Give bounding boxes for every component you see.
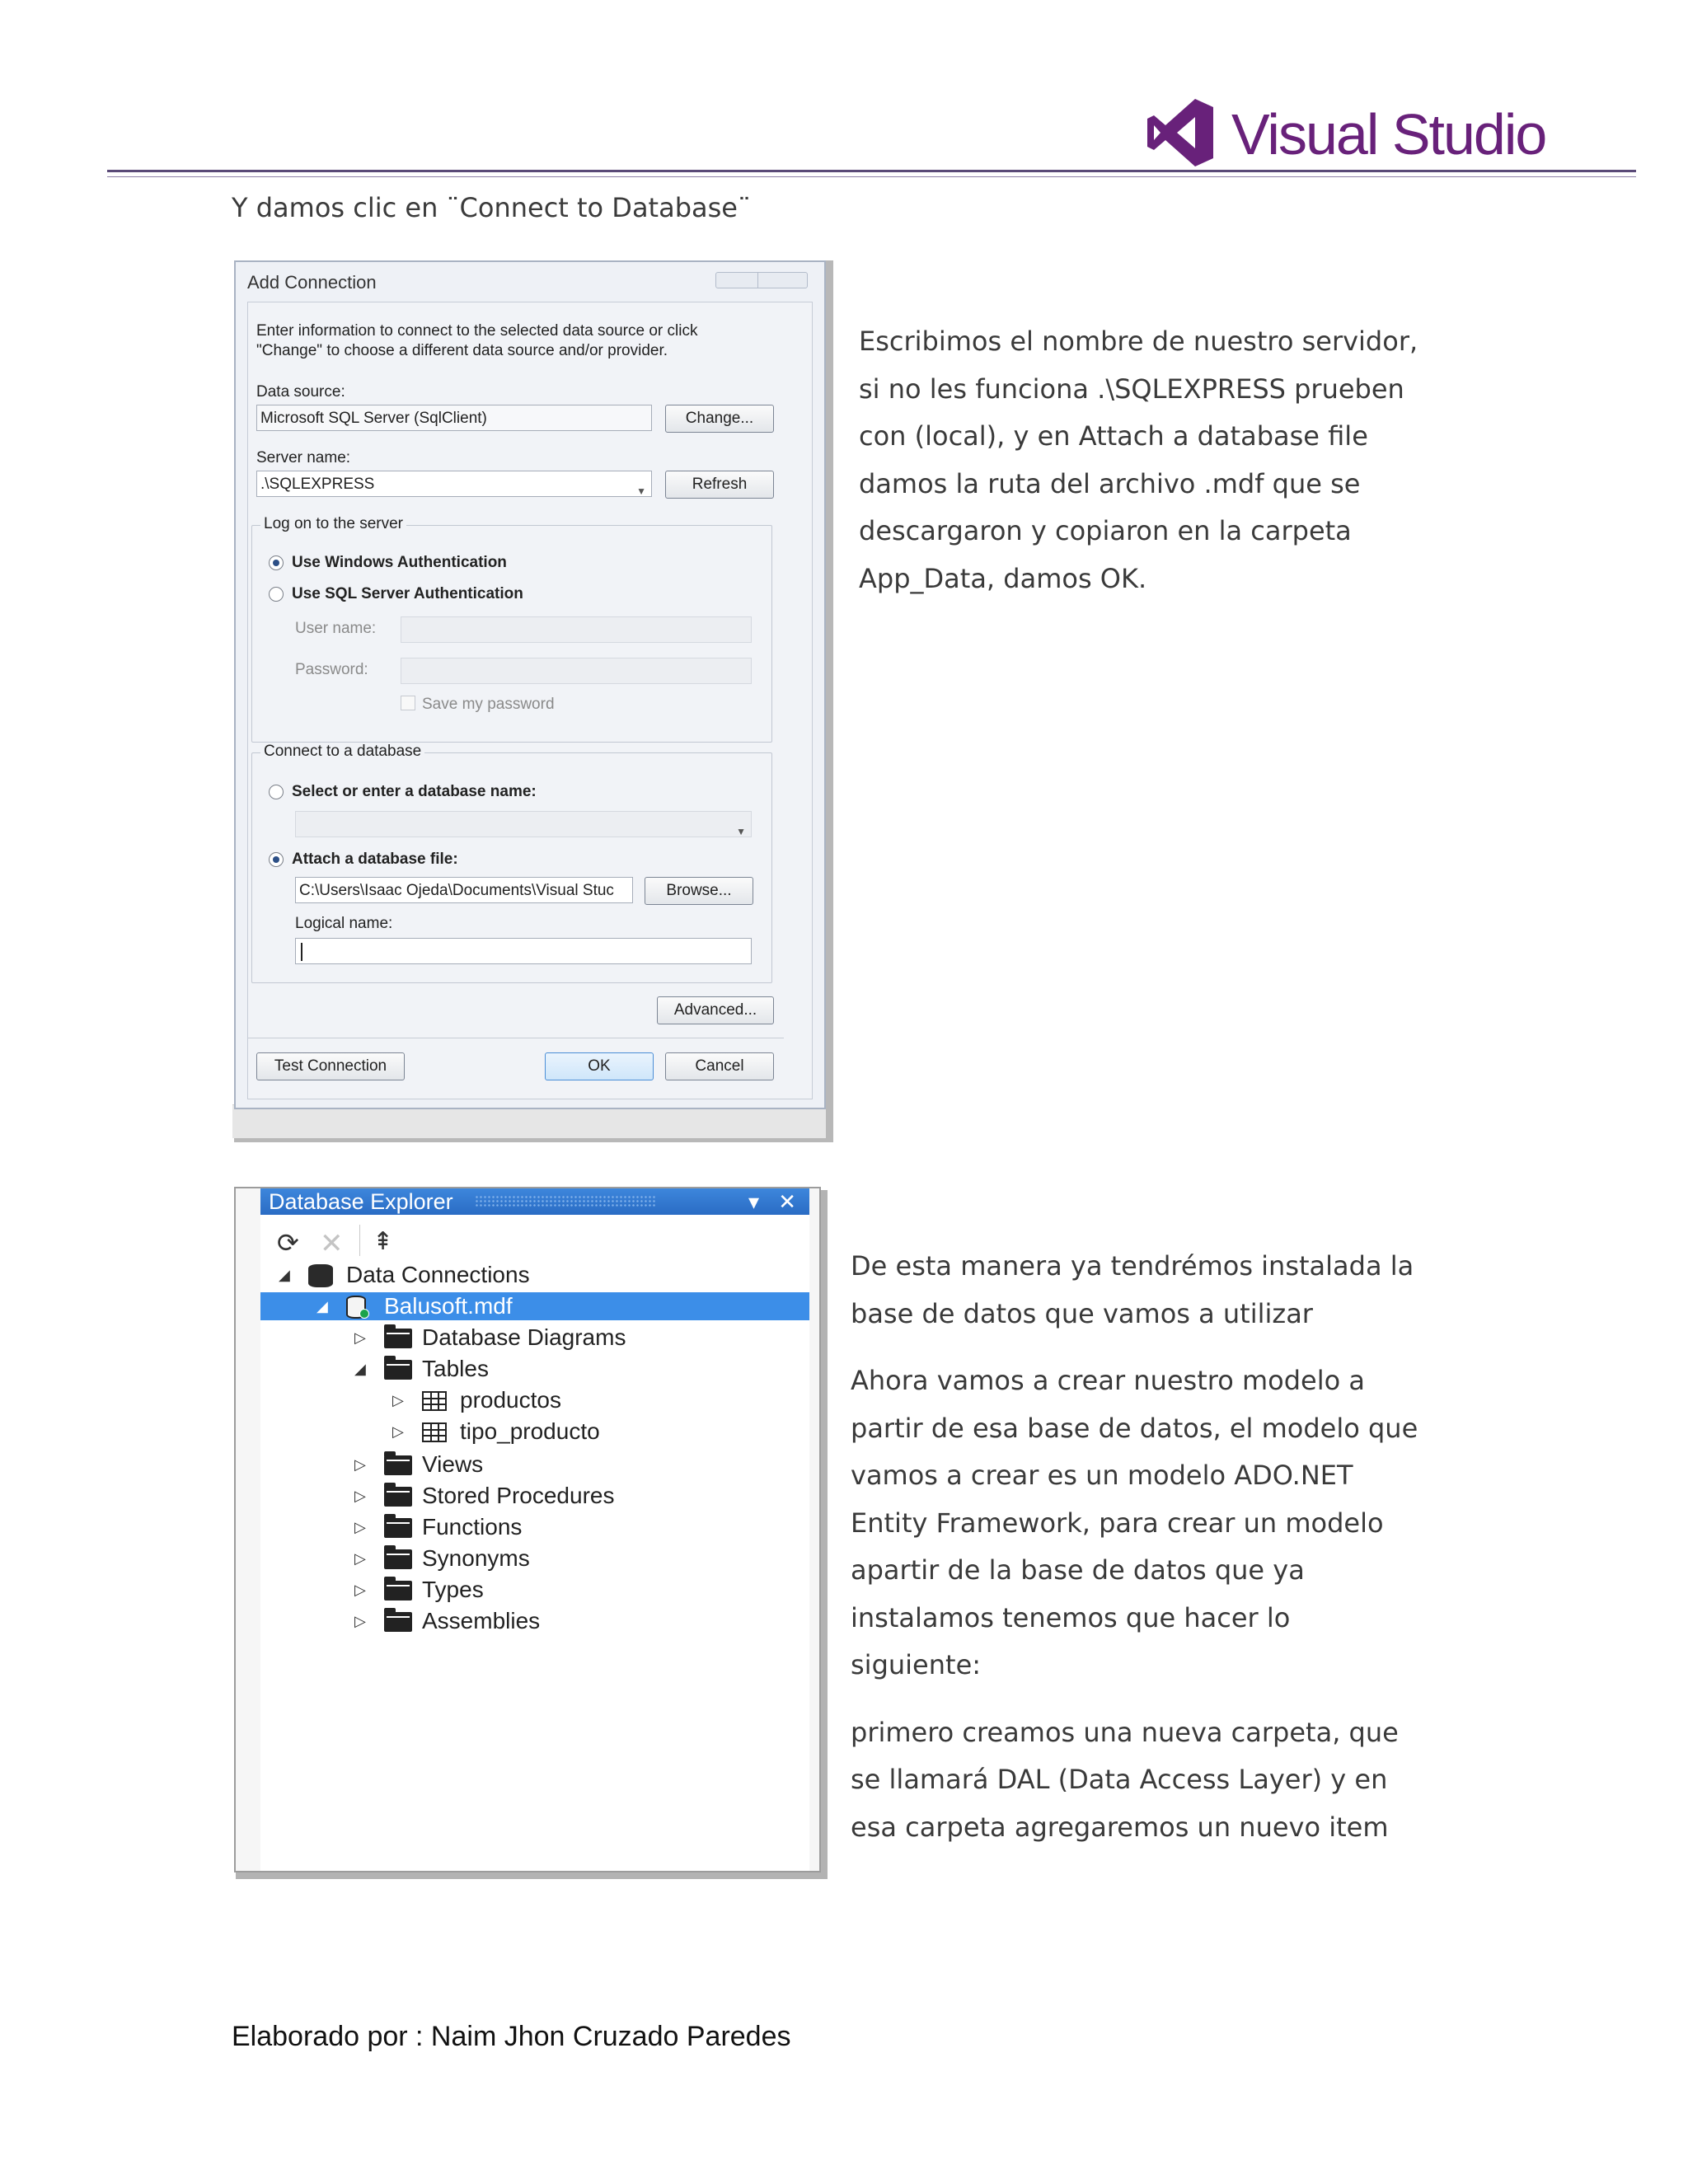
folder-icon (384, 1612, 412, 1632)
attach-database-radio[interactable] (269, 852, 284, 867)
paragraph-4: primero creamos una nueva carpeta, que se llamará DAL (Data Access Layer) y en esa carpeta agregaremos un nuevo item (851, 1716, 1399, 1843)
attach-database-label: Attach a database file: (292, 851, 458, 868)
logon-group-label: Log on to the server (260, 515, 406, 533)
change-button[interactable]: Change... (665, 405, 774, 433)
windows-auth-radio[interactable] (269, 555, 284, 570)
delete-icon[interactable]: ✕ (320, 1228, 344, 1259)
explorer-content (260, 1188, 809, 1871)
tree-label: Data Connections (346, 1262, 530, 1287)
tree-item-stored-procedures[interactable] (260, 1482, 809, 1510)
server-name-input[interactable] (256, 471, 652, 497)
expand-triangle-icon[interactable]: ▷ (392, 1423, 404, 1440)
logon-group (251, 515, 772, 743)
ok-button[interactable]: OK (545, 1052, 654, 1080)
database-file-icon (346, 1296, 366, 1319)
password-label: Password: (295, 661, 368, 678)
tree-item-data-connections[interactable] (260, 1261, 809, 1289)
tree-item-synonyms[interactable] (260, 1544, 809, 1572)
paragraph-server-instructions (859, 318, 1428, 622)
tree-item-tipo-producto[interactable] (260, 1418, 809, 1446)
footer-author: Elaborado por : Naim Jhon Cruzado Paredes (232, 2021, 791, 2052)
chevron-down-icon[interactable]: ▼ (736, 826, 746, 837)
password-input[interactable] (401, 658, 752, 684)
folder-icon (384, 1455, 412, 1475)
connect-database-group-label: Connect to a database (260, 743, 424, 761)
select-database-radio[interactable] (269, 785, 284, 799)
logical-name-input[interactable] (295, 938, 752, 964)
tree-item-productos[interactable] (260, 1386, 809, 1414)
sql-auth-label: Use SQL Server Authentication (292, 585, 523, 602)
header-rule (107, 170, 1636, 172)
tree-item-assemblies[interactable] (260, 1607, 809, 1635)
tree-item-tables[interactable] (260, 1355, 809, 1383)
data-source-field: Microsoft SQL Server (SqlClient) (256, 405, 652, 431)
tree-item-database-diagrams[interactable] (260, 1324, 809, 1352)
dialog-description-line1: Enter information to connect to the selected data source or click (256, 322, 698, 340)
tree-label: Tables (422, 1356, 489, 1381)
dialog-background-strip (232, 1104, 826, 1138)
tree-label: tipo_producto (460, 1418, 600, 1444)
tree-label: Stored Procedures (422, 1483, 615, 1508)
advanced-button[interactable]: Advanced... (657, 996, 774, 1024)
window-controls[interactable] (715, 272, 808, 288)
expand-triangle-icon[interactable]: ▷ (354, 1488, 366, 1504)
user-name-label: User name: (295, 620, 377, 637)
test-connection-button[interactable]: Test Connection (256, 1052, 405, 1080)
tree-label: Types (422, 1577, 484, 1602)
save-password-checkbox[interactable] (401, 696, 415, 710)
dialog-title: Add Connection (247, 272, 377, 293)
expand-triangle-icon[interactable]: ▷ (354, 1550, 366, 1567)
paragraph-1: Escribimos el nombre de nuestro servidor, si no les funciona .\SQLEXPRESS prueben con (local), y en Attach a database file damos la ruta del archivo .mdf que se descargaron y copiaron en la carpeta App_Data, damos OK. (859, 326, 1418, 594)
explorer-title-bar (260, 1188, 809, 1215)
tree-label: Views (422, 1451, 484, 1477)
cancel-button[interactable]: Cancel (665, 1052, 774, 1080)
save-password-label: Save my password (422, 696, 555, 713)
folder-icon (384, 1487, 412, 1507)
folder-icon (384, 1518, 412, 1538)
tree-item-views[interactable] (260, 1451, 809, 1479)
select-database-label: Select or enter a database name: (292, 783, 537, 800)
header-rule-thin (107, 176, 1636, 177)
collapse-triangle-icon[interactable]: ◢ (354, 1361, 366, 1377)
folder-icon (384, 1549, 412, 1569)
expand-triangle-icon[interactable]: ▷ (354, 1582, 366, 1598)
folder-icon (384, 1360, 412, 1380)
folder-icon (384, 1581, 412, 1601)
refresh-button[interactable]: Refresh (665, 471, 774, 499)
refresh-icon[interactable]: ⟳ (277, 1228, 299, 1258)
explorer-window-controls[interactable]: ▾ ✕ (748, 1189, 803, 1214)
tree-label: Assemblies (422, 1608, 541, 1633)
paragraph-3: Ahora vamos a crear nuestro modelo a partir de esa base de datos, el modelo que vamos a crear es un modelo ADO.NET Entity Framework, para crear un modelo apartir de la base de datos que ya instalamos tenemos que hacer lo siguiente: (851, 1365, 1418, 1680)
toolbar-separator (359, 1225, 360, 1256)
paragraph-model-instructions (851, 1243, 1428, 1871)
data-connections-icon (308, 1264, 333, 1287)
explorer-title: Database Explorer (269, 1189, 453, 1214)
logical-name-label: Logical name: (295, 915, 393, 932)
windows-auth-label: Use Windows Authentication (292, 554, 507, 571)
browse-button[interactable]: Browse... (645, 877, 753, 905)
dialog-body (247, 302, 813, 1099)
database-explorer-panel (234, 1187, 821, 1872)
user-name-input[interactable] (401, 616, 752, 643)
table-icon (422, 1422, 447, 1442)
intro-text: Y damos clic en ¨Connect to Database¨ (232, 192, 751, 223)
title-grip (475, 1195, 656, 1207)
sql-auth-radio[interactable] (269, 587, 284, 602)
connect-database-group (251, 743, 772, 983)
tree-item-types[interactable] (260, 1576, 809, 1604)
expand-triangle-icon[interactable]: ▷ (392, 1392, 404, 1408)
expand-triangle-icon[interactable]: ▷ (354, 1329, 366, 1346)
collapse-triangle-icon[interactable]: ◢ (316, 1298, 328, 1315)
data-source-label: Data source: (256, 383, 345, 401)
table-icon (422, 1391, 447, 1411)
database-name-select[interactable] (295, 811, 752, 837)
text-caret (301, 943, 302, 961)
server-name-value: .\SQLEXPRESS (260, 476, 375, 493)
collapse-triangle-icon[interactable]: ◢ (279, 1267, 290, 1283)
add-connection-dialog (234, 260, 826, 1109)
server-name-label: Server name: (256, 449, 351, 466)
visual-studio-logo-icon (1147, 97, 1215, 168)
attach-path-input[interactable]: C:\Users\Isaac Ojeda\Documents\Visual Stuc (295, 877, 633, 903)
connect-icon[interactable]: ⇞ (373, 1228, 394, 1255)
tree-label: Functions (422, 1514, 523, 1540)
visual-studio-wordmark: Visual Studio (1231, 102, 1546, 166)
expand-triangle-icon[interactable]: ▷ (354, 1519, 366, 1535)
tree-label: Database Diagrams (422, 1324, 626, 1350)
dialog-description-line2: "Change" to choose a different data source and/or provider. (256, 342, 668, 359)
paragraph-2: De esta manera ya tendrémos instalada la base de datos que vamos a utilizar (851, 1250, 1414, 1329)
tree-item-functions[interactable] (260, 1513, 809, 1541)
expand-triangle-icon[interactable]: ▷ (354, 1613, 366, 1629)
tree-label: Synonyms (422, 1545, 530, 1571)
expand-triangle-icon[interactable]: ▷ (354, 1456, 366, 1473)
folder-icon (384, 1329, 412, 1348)
chevron-down-icon[interactable]: ▼ (636, 485, 646, 497)
tree-label: Balusoft.mdf (384, 1293, 513, 1319)
tree-label: productos (460, 1387, 561, 1413)
tree-item-balusoft-mdf[interactable] (260, 1292, 809, 1320)
